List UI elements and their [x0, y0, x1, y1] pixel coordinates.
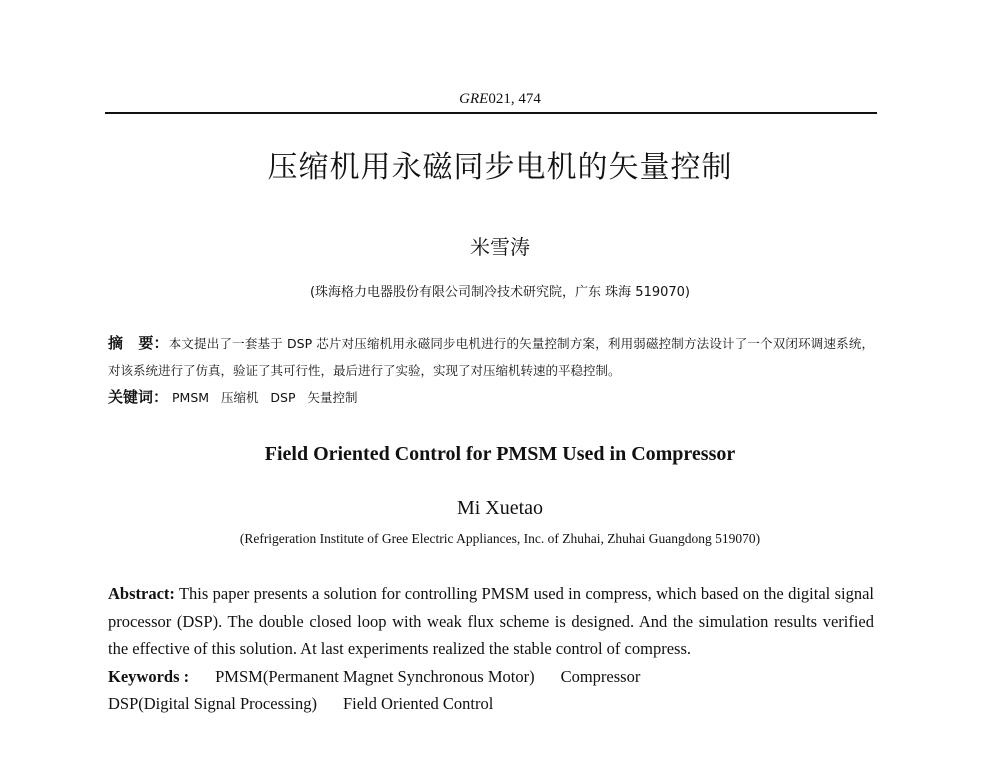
chinese-abstract-text: 本文提出了一套基于 DSP 芯片对压缩机用永磁同步电机进行的矢量控制方案，利用弱磁控制方法设计了一个双闭环调速系统，对该系统进行了仿真，验证了其可行性，最后进行了实验，实现了对压缩机转速的平稳控制。	[108, 336, 874, 378]
chinese-keywords-label: 关键词：	[108, 388, 169, 406]
english-keyword: Compressor	[560, 666, 641, 686]
english-abstract-text: This paper presents a solution for controlling PMSM used in compress, which based on the digital signal processor (DSP). The double closed loop with weak flux scheme is designed. And the simulation results verified the effective of this solution. At last experiments realized the stable control of compress.	[108, 584, 874, 658]
document-code	[0, 91, 1000, 108]
chinese-keyword: 矢量控制	[307, 390, 358, 405]
english-abstract	[108, 580, 874, 663]
chinese-abstract	[108, 330, 874, 384]
english-keyword: Field Oriented Control	[343, 694, 494, 713]
chinese-abstract-block	[108, 330, 874, 411]
header-rule	[105, 112, 877, 114]
chinese-abstract-label: 摘 要：	[108, 334, 169, 352]
document-code-number: 021, 474	[488, 91, 541, 107]
english-keywords-label: Keywords :	[108, 666, 190, 686]
chinese-keyword: 压缩机	[220, 390, 259, 405]
chinese-keyword: PMSM	[172, 390, 210, 405]
chinese-affiliation: (珠海格力电器股份有限公司制冷技术研究院，广东 珠海 519070)	[309, 285, 691, 300]
english-abstract-block	[108, 580, 874, 718]
english-keyword: PMSM(Permanent Magnet Synchronous Motor)	[215, 666, 535, 686]
english-keywords	[108, 663, 874, 718]
chinese-keywords	[108, 384, 874, 411]
chinese-title: 压缩机用永磁同步电机的矢量控制	[267, 150, 733, 185]
english-keyword: DSP(Digital Signal Processing)	[108, 694, 317, 713]
english-title: Field Oriented Control for PMSM Used in Compressor	[264, 443, 736, 465]
english-abstract-label: Abstract:	[108, 584, 175, 603]
chinese-keyword: DSP	[270, 390, 296, 405]
document-code-prefix: GRE	[459, 91, 489, 107]
chinese-author: 米雪涛	[470, 235, 530, 259]
english-author: Mi Xuetao	[456, 497, 544, 519]
english-affiliation: (Refrigeration Institute of Gree Electric Appliances, Inc. of Zhuhai, Zhuhai Guangdong 519070)	[239, 531, 761, 546]
